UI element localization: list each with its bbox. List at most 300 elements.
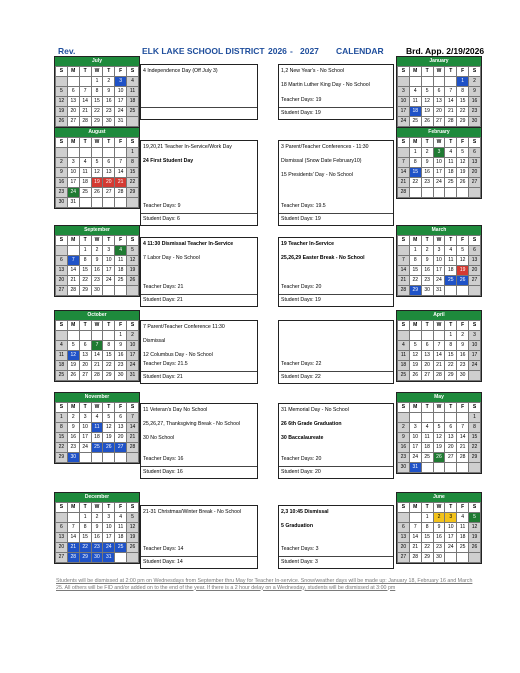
weekday-header: S <box>469 67 481 77</box>
day-cell: 22 <box>79 276 91 286</box>
day-cell: 23 <box>457 361 469 371</box>
day-cell: 7 <box>409 523 421 533</box>
fall-events-box <box>140 140 258 226</box>
day-cell: 19 <box>127 533 139 543</box>
day-cell: 5 <box>127 246 139 256</box>
fall-events-box <box>140 237 258 307</box>
day-cell: 11 <box>127 87 139 97</box>
day-cell: 19 <box>91 178 103 188</box>
day-cell: 28 <box>115 188 127 198</box>
day-cell: 19 <box>67 361 79 371</box>
day-cell: 17 <box>469 351 481 361</box>
day-cell: 13 <box>421 351 433 361</box>
day-cell: 25 <box>457 543 469 553</box>
event-text: 7 Parent/Teacher Conference 11:30 <box>143 324 225 330</box>
day-cell: 13 <box>67 97 79 107</box>
spring-events-box <box>278 505 394 569</box>
day-cell <box>103 453 115 463</box>
day-cell <box>469 463 481 473</box>
weekday-header: S <box>469 138 481 148</box>
day-cell <box>457 286 469 296</box>
day-cell: 24 <box>67 188 79 198</box>
day-cell <box>103 148 115 158</box>
day-cell: 9 <box>433 523 445 533</box>
day-cell: 8 <box>127 158 139 168</box>
day-cell <box>433 188 445 198</box>
day-cell: 29 <box>91 117 103 127</box>
day-cell: 23 <box>91 276 103 286</box>
day-cell: 24 <box>469 361 481 371</box>
day-cell: 11 <box>445 158 457 168</box>
weekday-header: T <box>79 236 91 246</box>
day-cell <box>445 77 457 87</box>
day-cell <box>67 331 79 341</box>
day-cell: 15 <box>409 266 421 276</box>
day-cell <box>445 553 457 563</box>
weekday-header: W <box>433 321 445 331</box>
day-cell: 28 <box>409 553 421 563</box>
day-cell: 16 <box>67 433 79 443</box>
month-title: February <box>397 128 481 137</box>
day-cell: 1 <box>409 246 421 256</box>
day-cell: 18 <box>79 178 91 188</box>
day-cell: 7 <box>67 256 79 266</box>
day-cell: 21 <box>79 107 91 117</box>
day-cell: 23 <box>115 361 127 371</box>
weekday-header: S <box>56 67 68 77</box>
day-cell: 6 <box>469 246 481 256</box>
day-cell: 1 <box>127 148 139 158</box>
day-cell <box>56 246 68 256</box>
day-cell: 17 <box>103 266 115 276</box>
weekday-header: S <box>469 403 481 413</box>
day-cell <box>79 331 91 341</box>
day-cell: 1 <box>79 246 91 256</box>
weekday-header: F <box>457 503 469 513</box>
day-cell: 28 <box>79 117 91 127</box>
day-cell: 24 <box>103 276 115 286</box>
day-cell: 29 <box>127 188 139 198</box>
day-cell: 10 <box>398 97 410 107</box>
day-cell: 15 <box>421 533 433 543</box>
weekday-header: T <box>421 138 433 148</box>
day-cell: 24 <box>127 361 139 371</box>
day-cell: 5 <box>457 148 469 158</box>
day-cell: 6 <box>67 87 79 97</box>
district-title: ELK LAKE SCHOOL DISTRICT <box>142 46 265 56</box>
spring-events-box <box>278 64 394 120</box>
day-cell: 1 <box>469 413 481 423</box>
day-cell: 12 <box>127 256 139 266</box>
weekday-header: T <box>79 138 91 148</box>
day-cell <box>398 148 410 158</box>
day-cell: 6 <box>56 523 68 533</box>
day-cell: 18 <box>115 533 127 543</box>
day-cell: 2 <box>103 77 115 87</box>
event-text: 24 First Student Day <box>143 158 194 164</box>
day-cell: 6 <box>469 148 481 158</box>
day-cell: 3 <box>433 148 445 158</box>
weekday-header: M <box>67 236 79 246</box>
day-count-text: Student Days: 21 <box>143 297 183 303</box>
day-cell: 3 <box>103 246 115 256</box>
day-cell: 6 <box>103 158 115 168</box>
day-cell: 21 <box>67 276 79 286</box>
divider <box>279 556 393 557</box>
day-cell: 17 <box>433 168 445 178</box>
day-cell: 18 <box>398 361 410 371</box>
month-title: July <box>55 57 139 66</box>
day-cell: 5 <box>127 513 139 523</box>
weekday-header: S <box>56 503 68 513</box>
day-cell: 30 <box>421 286 433 296</box>
day-cell: 10 <box>433 158 445 168</box>
day-cell <box>433 331 445 341</box>
day-cell: 15 <box>79 533 91 543</box>
day-cell: 4 <box>91 413 103 423</box>
day-cell: 26 <box>91 188 103 198</box>
day-cell: 31 <box>103 553 115 563</box>
weekday-header: S <box>56 403 68 413</box>
day-cell: 25 <box>56 371 68 381</box>
day-cell: 26 <box>103 443 115 453</box>
day-cell: 16 <box>421 266 433 276</box>
month-calendar-october <box>54 310 140 382</box>
event-text: 4 11:30 Dismissal Teacher In-Service <box>143 241 234 247</box>
weekday-header: F <box>115 503 127 513</box>
day-count-text: Teacher Days: 21.5 <box>143 361 188 367</box>
day-cell: 27 <box>67 117 79 127</box>
day-cell: 1 <box>457 77 469 87</box>
day-cell: 6 <box>398 523 410 533</box>
day-cell: 21 <box>398 276 410 286</box>
day-cell: 30 <box>469 117 481 127</box>
day-cell: 7 <box>67 523 79 533</box>
weekday-header: W <box>91 236 103 246</box>
day-cell: 17 <box>103 533 115 543</box>
day-cell: 15 <box>457 97 469 107</box>
weekday-header: T <box>445 321 457 331</box>
day-cell: 31 <box>127 371 139 381</box>
day-cell: 2 <box>67 413 79 423</box>
day-cell: 20 <box>56 276 68 286</box>
day-cell: 1 <box>421 513 433 523</box>
day-cell: 10 <box>67 168 79 178</box>
day-cell: 15 <box>445 351 457 361</box>
day-cell <box>115 553 127 563</box>
day-count-text: Teacher Days: 19.5 <box>281 203 326 209</box>
day-cell <box>469 188 481 198</box>
day-cell: 13 <box>469 256 481 266</box>
day-cell: 28 <box>67 553 79 563</box>
month-calendar-march <box>396 225 482 297</box>
day-cell: 16 <box>103 97 115 107</box>
day-cell: 2 <box>398 423 410 433</box>
day-cell: 10 <box>115 87 127 97</box>
day-cell <box>127 198 139 208</box>
day-cell: 9 <box>421 158 433 168</box>
day-cell: 25 <box>445 276 457 286</box>
day-cell: 17 <box>67 178 79 188</box>
day-cell: 26 <box>433 453 445 463</box>
day-cell: 12 <box>56 97 68 107</box>
day-cell: 7 <box>91 341 103 351</box>
divider <box>279 107 393 108</box>
weekday-header: T <box>103 403 115 413</box>
day-cell <box>79 453 91 463</box>
day-cell <box>457 553 469 563</box>
day-cell: 15 <box>91 97 103 107</box>
day-cell: 4 <box>421 423 433 433</box>
day-count-text: Teacher Days: 21 <box>143 284 184 290</box>
divider <box>141 213 257 214</box>
day-cell: 6 <box>421 341 433 351</box>
day-cell: 11 <box>445 256 457 266</box>
day-cell: 10 <box>103 523 115 533</box>
day-cell: 17 <box>79 433 91 443</box>
day-cell <box>67 77 79 87</box>
day-cell: 26 <box>457 178 469 188</box>
day-cell: 12 <box>91 168 103 178</box>
day-cell: 27 <box>469 276 481 286</box>
day-cell <box>56 148 68 158</box>
year-end: 2027 <box>300 46 319 56</box>
day-cell <box>127 453 139 463</box>
day-cell: 16 <box>421 168 433 178</box>
day-cell <box>115 148 127 158</box>
day-cell: 29 <box>445 371 457 381</box>
day-cell: 10 <box>433 256 445 266</box>
day-cell: 16 <box>115 351 127 361</box>
day-cell: 22 <box>409 178 421 188</box>
month-title: January <box>397 57 481 66</box>
day-cell: 26 <box>127 543 139 553</box>
weekday-header: M <box>409 503 421 513</box>
day-cell: 18 <box>409 107 421 117</box>
day-cell: 27 <box>433 117 445 127</box>
day-cell: 29 <box>56 453 68 463</box>
day-cell: 3 <box>103 513 115 523</box>
day-cell: 3 <box>79 413 91 423</box>
day-count-text: Student Days: 19 <box>281 110 321 116</box>
day-cell <box>409 413 421 423</box>
fall-events-box <box>140 320 258 384</box>
day-cell: 7 <box>445 87 457 97</box>
day-cell: 30 <box>115 371 127 381</box>
day-cell: 3 <box>433 246 445 256</box>
day-cell: 29 <box>409 286 421 296</box>
day-cell: 22 <box>56 443 68 453</box>
day-cell: 2 <box>56 158 68 168</box>
day-cell: 27 <box>469 178 481 188</box>
day-cell: 8 <box>457 87 469 97</box>
day-cell: 8 <box>409 158 421 168</box>
weekday-header: S <box>56 321 68 331</box>
day-cell <box>398 331 410 341</box>
event-text: 21-31 Christmas/Winter Break - No School <box>143 509 242 515</box>
weekday-header: M <box>67 67 79 77</box>
day-cell: 21 <box>115 178 127 188</box>
weekday-header: W <box>91 321 103 331</box>
weekday-header: T <box>79 503 91 513</box>
day-cell: 31 <box>409 463 421 473</box>
day-cell: 22 <box>79 543 91 553</box>
day-cell: 21 <box>409 543 421 553</box>
day-cell <box>409 77 421 87</box>
day-cell: 24 <box>115 107 127 117</box>
day-cell: 28 <box>67 286 79 296</box>
weekday-header: M <box>409 67 421 77</box>
day-cell: 5 <box>469 513 481 523</box>
day-cell <box>127 286 139 296</box>
weekday-header: S <box>398 321 410 331</box>
day-cell <box>445 188 457 198</box>
event-text: 2,3 10:45 Dismissal <box>281 509 329 515</box>
day-cell: 1 <box>56 413 68 423</box>
day-cell: 30 <box>433 553 445 563</box>
weekday-header: T <box>421 236 433 246</box>
event-text: 31 Memorial Day - No School <box>281 407 349 413</box>
day-count-text: Teacher Days: 9 <box>143 203 181 209</box>
day-cell <box>56 513 68 523</box>
day-cell: 23 <box>56 188 68 198</box>
day-cell: 23 <box>433 543 445 553</box>
weekday-header: F <box>457 403 469 413</box>
weekday-header: S <box>56 138 68 148</box>
day-cell: 20 <box>56 543 68 553</box>
day-cell: 3 <box>409 423 421 433</box>
event-text: Dismissal (Snow Date February10) <box>281 158 362 164</box>
weekday-header: T <box>445 138 457 148</box>
day-cell: 1 <box>445 331 457 341</box>
day-cell: 14 <box>127 423 139 433</box>
day-cell: 25 <box>115 543 127 553</box>
event-text: 4 Independence Day (Off July 3) <box>143 68 218 74</box>
day-cell <box>457 188 469 198</box>
weekday-header: T <box>79 321 91 331</box>
day-cell <box>79 198 91 208</box>
divider <box>141 371 257 372</box>
day-cell: 26 <box>421 117 433 127</box>
day-count-text: Student Days: 19 <box>281 216 321 222</box>
day-cell: 2 <box>457 331 469 341</box>
spring-events-box <box>278 140 394 226</box>
weekday-header: W <box>433 403 445 413</box>
day-cell <box>91 198 103 208</box>
day-cell: 17 <box>445 533 457 543</box>
day-cell: 10 <box>445 523 457 533</box>
event-text: 12 Columbus Day - No School <box>143 352 213 358</box>
month-calendar-july <box>54 56 140 128</box>
day-cell: 11 <box>79 168 91 178</box>
weekday-header: M <box>67 503 79 513</box>
weekday-header: S <box>398 503 410 513</box>
day-cell: 8 <box>79 256 91 266</box>
day-cell: 21 <box>91 361 103 371</box>
weekday-header: S <box>127 67 139 77</box>
day-cell <box>67 246 79 256</box>
day-cell: 17 <box>115 97 127 107</box>
day-cell: 15 <box>409 168 421 178</box>
day-cell: 5 <box>67 341 79 351</box>
day-cell: 18 <box>127 97 139 107</box>
day-cell: 14 <box>67 533 79 543</box>
day-cell: 14 <box>398 168 410 178</box>
day-cell: 13 <box>398 533 410 543</box>
day-cell: 13 <box>445 433 457 443</box>
spring-events-box <box>278 403 394 479</box>
day-cell: 25 <box>91 443 103 453</box>
day-cell: 30 <box>457 371 469 381</box>
day-cell: 10 <box>409 433 421 443</box>
weekday-header: T <box>421 67 433 77</box>
day-cell: 9 <box>56 168 68 178</box>
day-cell: 16 <box>398 443 410 453</box>
weekday-header: W <box>91 403 103 413</box>
day-count-text: Student Days: 20 <box>281 469 321 475</box>
day-cell: 22 <box>457 107 469 117</box>
day-cell: 9 <box>67 423 79 433</box>
month-title: October <box>55 311 139 320</box>
day-cell: 24 <box>445 543 457 553</box>
weekday-header: M <box>67 403 79 413</box>
day-cell: 13 <box>103 168 115 178</box>
day-cell <box>127 117 139 127</box>
day-cell: 28 <box>91 371 103 381</box>
day-cell: 25 <box>127 107 139 117</box>
day-cell: 8 <box>421 523 433 533</box>
weekday-header: F <box>115 321 127 331</box>
day-cell: 19 <box>127 266 139 276</box>
day-cell: 18 <box>56 361 68 371</box>
day-cell: 24 <box>433 178 445 188</box>
weekday-header: S <box>469 236 481 246</box>
weekday-header: M <box>409 138 421 148</box>
day-cell: 8 <box>469 423 481 433</box>
weekday-header: F <box>115 138 127 148</box>
day-cell: 20 <box>398 543 410 553</box>
weekday-header: W <box>433 138 445 148</box>
day-cell: 12 <box>67 351 79 361</box>
day-cell: 2 <box>433 513 445 523</box>
weekday-header: M <box>67 321 79 331</box>
day-cell: 21 <box>127 433 139 443</box>
day-cell: 19 <box>457 168 469 178</box>
day-cell <box>469 553 481 563</box>
day-cell: 22 <box>421 543 433 553</box>
event-text: 5 Graduation <box>281 523 313 529</box>
month-title: March <box>397 226 481 235</box>
event-text: 26 6th Grade Graduation <box>281 421 342 427</box>
day-cell <box>469 371 481 381</box>
day-cell <box>56 331 68 341</box>
day-cell: 23 <box>469 107 481 117</box>
day-cell: 26 <box>457 276 469 286</box>
day-cell: 13 <box>79 351 91 361</box>
year-dash: - <box>290 46 293 56</box>
day-cell: 15 <box>469 433 481 443</box>
weekday-header: F <box>115 67 127 77</box>
day-cell: 10 <box>469 341 481 351</box>
day-cell <box>398 246 410 256</box>
day-cell: 8 <box>409 256 421 266</box>
day-cell <box>409 188 421 198</box>
day-cell <box>433 77 445 87</box>
day-cell <box>457 413 469 423</box>
day-cell: 1 <box>409 148 421 158</box>
day-cell: 22 <box>127 178 139 188</box>
event-text: 3 Parent/Teacher Conferences - 11:30 <box>281 144 369 150</box>
